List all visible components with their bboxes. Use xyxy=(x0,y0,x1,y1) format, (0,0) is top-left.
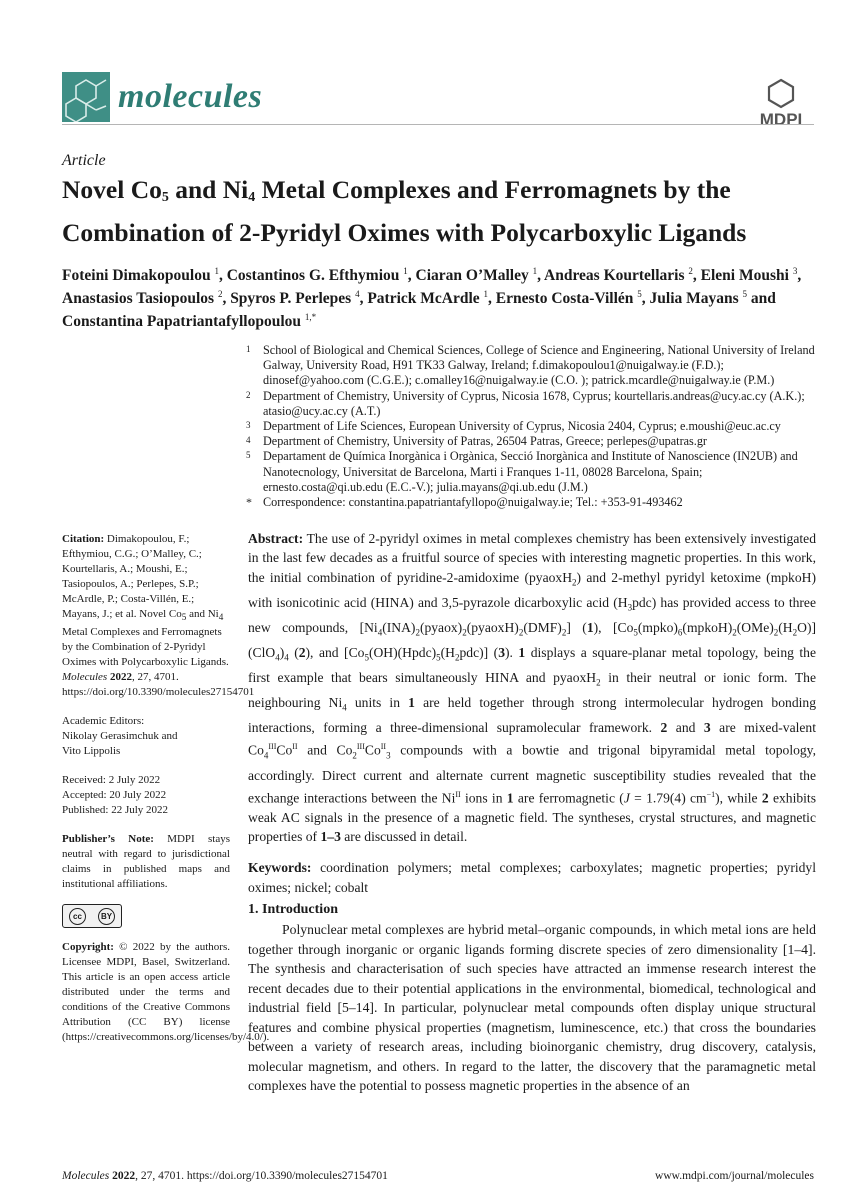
molecules-logo-icon xyxy=(62,72,110,122)
affiliation-item: 3 Department of Life Sciences, European University of Cyprus, Nicosia 2404, Cyprus; e.moushi@euc.ac.cy xyxy=(246,419,781,434)
section-heading-introduction: 1. Introduction xyxy=(248,902,338,917)
publication-dates: Received: 2 July 2022 Accepted: 20 July 2022 Published: 22 July 2022 xyxy=(62,774,169,817)
affiliation-item: 5 Departament de Química Inorgànica i Orgànica, Secció Inorgànica and Institute of Nanoscience (IN2UB) and Nanotecnology, Universitat de Barcelona, Marti i Franques 1-11, 08028 Barcelona, Spain; ernesto.costa@qi.ub.edu (E.C.-V.); julia.mayans@qi.ub.edu (J.M.) xyxy=(246,449,798,494)
journal-logo xyxy=(62,72,262,122)
affiliation-list xyxy=(246,343,816,510)
main-column xyxy=(248,529,816,897)
by-icon: BY xyxy=(98,908,115,925)
article-type: Article xyxy=(62,152,106,169)
correspondence: * Correspondence: constantina.papatriantafyllopo@nuigalway.ie; Tel.: +353-91-493462 xyxy=(246,495,683,510)
cc-by-license-icon[interactable] xyxy=(62,904,122,928)
affiliation-item: 1 School of Biological and Chemical Sciences, College of Science and Engineering, National University of Ireland Galway, University Road, H91 TK33 Galway, Ireland; f.dimakopoulou1@nuigalway.ie (F.D.); dinosef@yahoo.com (C.G.E.); c.omalley16@nuigalway.ie (C.O. ); patrick.mcardle@nuigalway.ie (P.M.) xyxy=(246,343,815,388)
footer-journal-url[interactable]: www.mdpi.com/journal/molecules xyxy=(655,1170,814,1182)
article-title: Novel $Co_5$ and $Ni_4$ Metal Complexes and Ferromagnets by the Combination of 2-Pyridyl Oximes with Polycarboxylic Ligands xyxy=(62,175,747,247)
introduction-paragraph: Polynuclear metal complexes are hybrid metal–organic compounds, in which metal ions are held together through inorganic or organic ligands forming discrete species of zero dimensionality [1–4]. The synthesis and characterisation of such species have attracted an immense research interest the recent decades due to their potential applications in the environmental, biomedical, technological and industrial field [5–14]. In particular, polynuclear metal compounds often display unique structural features and combine physical properties (magnetism, luminescence, etc.) that cross the boundaries between a variety of research areas, including bioinorganic chemistry, drug discovery, catalysis, molecular magnetism, and others. In regard to the latter, the discovery that the paramagnetic metal complexes have the potential to possess magnetic properties in the absence of an xyxy=(248,922,816,1093)
publisher-note: Publisher’s Note: MDPI stays neutral with regard to jurisdictional claims in published maps and institutional affiliations. xyxy=(62,833,230,891)
page-footer xyxy=(62,1170,814,1182)
header-divider xyxy=(62,124,814,125)
copyright: Copyright: © 2022 by the authors. Licensee MDPI, Basel, Switzerland. This article is an open access article distributed under the terms and conditions of the Creative Commons Attribution (CC BY) license (https://creativecommons.org/licenses/by/4.0/). xyxy=(62,941,270,1044)
sidebar xyxy=(62,532,270,1045)
citation: Citation: Dimakopoulou, F.; Efthymiou, C.G.; O’Malley, C.; Kourtellaris, A.; Moushi, E.; Tasiopoulos, A.; Perlepes, S.P.; McArdle, P.; Costa-Villén, E.; Mayans, J.; et al. Novel $Co_5$ and $Ni_4$ Metal Complexes and Ferromagnets by the Combination of 2-Pyridyl Oximes with Polycarboxylic Ligands. Molecules 2022, 27, 4701. https://doi.org/10.3390/molecules27154701 xyxy=(62,533,255,699)
cc-icon: cc xyxy=(69,908,86,925)
author-list: Foteini Dimakopoulou $^1$, Costantinos G. Efthymiou $^1$, Ciaran O’Malley $^1$, Andreas Kourtellaris $^2$, Eleni Moushi $^3$, Anastasios Tasiopoulos $^2$, Spyros P. Perlepes $^4$, Patrick McArdle $^1$, Ernesto Costa-Villén $^5$, Julia Mayans $^5$ and Constantina Papatriantafyllopoulou $^{1,*}$ xyxy=(62,266,802,331)
mdpi-logo xyxy=(748,78,814,130)
journal-name: molecules xyxy=(118,78,263,115)
keywords: Keywords: coordination polymers; metal complexes; carboxylates; magnetic properties; pyridyl oximes; nickel; cobalt xyxy=(248,860,816,895)
abstract: Abstract: The use of 2-pyridyl oximes in metal complexes chemistry has been extensively investigated in the last few decades as a fruitful source of species with interesting magnetic properties. In this work, the initial combination of pyridine-2-amidoxime (pyaoxH$_2$) and 2-methyl pyridyl ketoxime (mpkoH) with isonicotinic acid (HINA) and 3,5-pyrazole dicarboxylic acid $(H_3pdc)$ has provided access to three new compounds, $[Ni_4(INA)_2(pyaox)_2(pyaoxH)_2(DMF)_2]$ (1), $[Co_5(mpko)_6(mpkoH)_2(OMe)_2(H_2O)](ClO_4)_4$ (2), and $[Co_5(OH)(Hpdc)_5(H_2pdc)]$ (3). 1 displays a square-planar metal topology, being the first example that bears simultaneously HINA and pyaoxH$_2$ in their neutral or ionic form. The neighbouring $Ni_4$ units in 1 are held together through strong intermolecular hydrogen bonding interactions, forming a three-dimensional supramolecular framework. 2 and 3 are mixed-valent $Co_4^{III}Co^{II}$ and $Co_2^{III}Co^{II}_3$ compounds with a bowtie and trigonal bipyramidal metal topology, accordingly. Direct current and alternate current magnetic susceptibility studies revealed that the exchange interactions between the $Ni^{II}$ ions in 1 are ferromagnetic (J = 1.79(4) $cm^{-1}$), while 2 exhibits weak AC signals in the presence of a magnetic field. The syntheses, crystal structures, and magnetic properties of 1–3 are discussed in detail. xyxy=(248,531,817,844)
publisher-name: MDPI xyxy=(759,110,803,129)
affiliation-item: 2 Department of Chemistry, University of Cyprus, Nicosia 1678, Cyprus; kourtellaris.andreas@ucy.ac.cy (A.K.); atasio@ucy.ac.cy (A.T.) xyxy=(246,388,805,418)
academic-editors: Academic Editors: Nikolay Gerasimchuk and Vito Lippolis xyxy=(62,715,178,758)
footer-citation: Molecules 2022, 27, 4701. https://doi.org/10.3390/molecules27154701 xyxy=(62,1170,388,1182)
affiliation-item: 4 Department of Chemistry, University of Patras, 26504 Patras, Greece; perlepes@upatras.gr xyxy=(246,434,707,449)
